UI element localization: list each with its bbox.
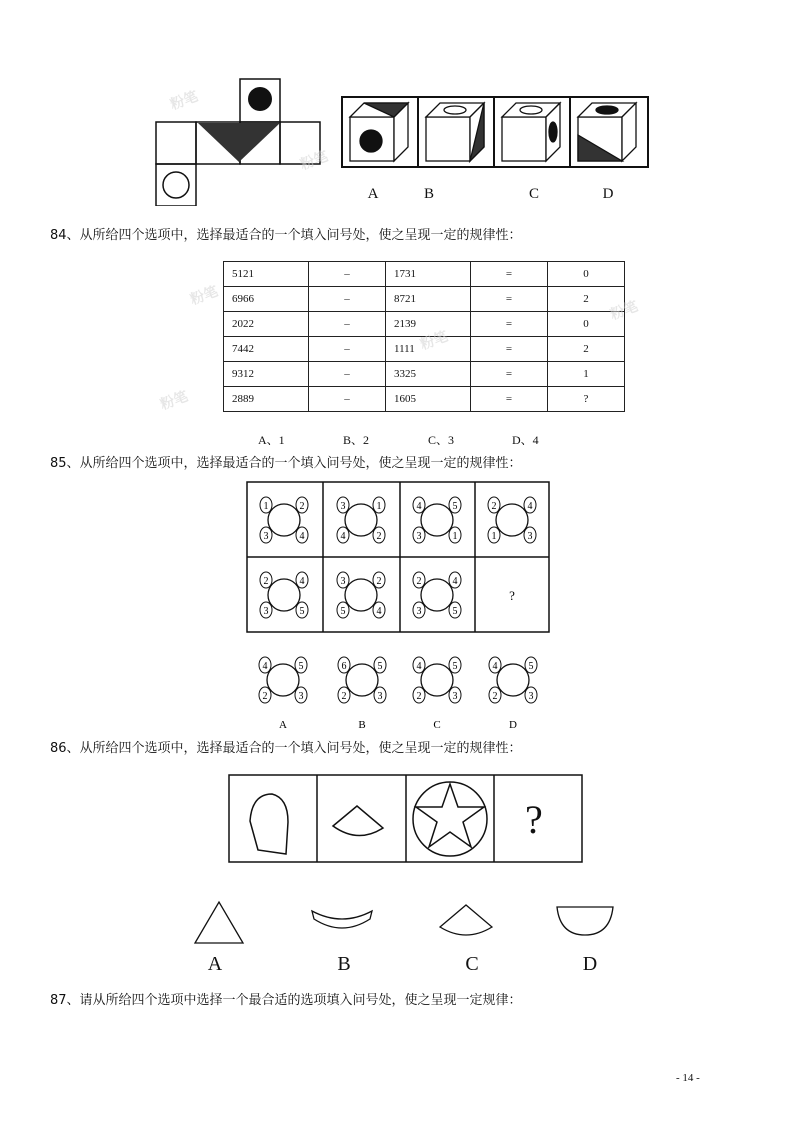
star-shape [416,784,484,847]
watermark: 粉笔 [418,328,451,354]
cube-option-b [426,103,484,161]
triangle-option-a [195,902,243,943]
bubble-number: 4 [452,576,458,587]
q86-options [190,895,620,950]
bubble-number: 4 [299,531,305,542]
watermark: 粉笔 [168,88,201,114]
bubble-number: 3 [452,691,458,702]
center-circle [346,664,378,696]
bubble-number: 3 [527,531,533,542]
semicircle-option-d [557,907,613,935]
center-circle [268,504,300,536]
bubble-number: 3 [416,606,422,617]
center-circle [345,504,377,536]
q85-option-label: D [509,719,517,731]
bubble-number: 3 [377,691,383,702]
bubble-number: 3 [528,691,534,702]
q83-option-label-c: C [528,186,539,202]
bubble-number: 4 [527,501,533,512]
bubble-number: 5 [452,606,458,617]
table-cell: – [309,287,386,312]
q83-option-label-b: B [423,186,434,202]
bubble-number: 5 [298,661,304,672]
center-circle [421,664,453,696]
center-circle [421,579,453,611]
table-cell: – [309,262,386,287]
center-circle [421,504,453,536]
bubble-number: 1 [263,501,269,512]
bubble-number: 5 [340,606,346,617]
table-cell: 1 [548,362,625,387]
table-cell: 2 [548,337,625,362]
cube-option-c [502,103,560,161]
center-circle [345,579,377,611]
q84-prompt: 84、从所给四个选项中，选择最适合的一个填入问号处，使之呈现一定的规律性： [50,228,522,243]
bubble-number: 2 [492,691,498,702]
q84-option-d: D、4 [512,433,539,447]
bubble-number: 3 [340,501,346,512]
arch-shape [250,794,288,854]
watermark: 粉笔 [298,148,331,174]
q85-option [413,657,461,703]
bubble-number: 3 [298,691,304,702]
table-cell: 2 [548,287,625,312]
watermark: 粉笔 [188,283,221,309]
bubble-number: 5 [452,501,458,512]
grid-cell [488,497,536,543]
table-cell: = [471,312,548,337]
sector-option-c [440,905,492,935]
bubble-number: 2 [376,576,382,587]
table-row [224,387,625,412]
table-cell: – [309,337,386,362]
cube-option-a [350,103,408,161]
q87-prompt: 87、请从所给四个选项中选择一个最合适的选项填入问号处，使之呈现一定规律： [50,993,522,1008]
table-cell: 0 [548,312,625,337]
bubble-number: 5 [452,661,458,672]
q85-option-label: C [433,719,441,731]
q85-grid [247,482,549,632]
q85-option-label: A [279,719,287,731]
bubble-number: 1 [491,531,497,542]
table-cell: 3325 [386,362,471,387]
table-cell: = [471,387,548,412]
bubble-number: 4 [416,501,422,512]
table-cell: = [471,262,548,287]
table-cell: 5121 [224,262,309,287]
table-cell: 8721 [386,287,471,312]
q85-prompt: 85、从所给四个选项中，选择最适合的一个填入问号处，使之呈现一定的规律性： [50,456,522,471]
table-cell: – [309,387,386,412]
q86-question-mark: ? [525,797,543,842]
q86-option-label-c: C [465,953,479,975]
grid-cell [337,572,385,618]
q85-option-label: B [358,719,366,731]
center-circle [267,664,299,696]
table-cell: 2889 [224,387,309,412]
q86-option-label-d: D [582,953,598,975]
table-row [224,262,625,287]
q85-option [259,657,307,703]
table-cell: 2022 [224,312,309,337]
cube-option-d [578,103,636,161]
table-cell: = [471,337,548,362]
arc-option-b [312,911,372,928]
grid-cell [260,497,308,543]
table-row [224,362,625,387]
grid-cell [413,572,461,618]
q85-figure [245,480,555,735]
bubble-number: 4 [299,576,305,587]
bubble-number: 4 [416,661,422,672]
bubble-number: 2 [416,691,422,702]
grid-cell [337,497,385,543]
table-cell: = [471,287,548,312]
bubble-number: 3 [416,531,422,542]
bubble-number: 5 [528,661,534,672]
table-cell: 1111 [386,337,471,362]
table-cell: 7442 [224,337,309,362]
question-mark: ? [509,588,515,603]
bubble-number: 4 [340,531,346,542]
bubble-number: 2 [376,531,382,542]
bubble-number: 2 [263,576,269,587]
table-cell: 0 [548,262,625,287]
q83-option-label-a: A [367,186,379,202]
circle-shape [413,782,487,856]
bubble-number: 2 [416,576,422,587]
center-circle [268,579,300,611]
table-cell: 2139 [386,312,471,337]
bubble-number: 3 [263,606,269,617]
q83-option-label-d: D [602,186,614,202]
table-cell: – [309,362,386,387]
table-cell: 9312 [224,362,309,387]
bubble-number: 1 [452,531,458,542]
q86-prompt: 86、从所给四个选项中，选择最适合的一个填入问号处，使之呈现一定的规律性： [50,741,522,756]
bubble-number: 2 [491,501,497,512]
page-number: - 14 - [676,1072,700,1084]
bubble-number: 3 [340,576,346,587]
table-cell: 6966 [224,287,309,312]
q86-option-label-a: A [207,953,223,975]
q85-option [489,657,537,703]
table-cell: – [309,312,386,337]
q86-option-label-b: B [337,953,351,975]
center-circle [497,664,529,696]
bubble-number: 3 [263,531,269,542]
bubble-number: 1 [376,501,382,512]
grid-cell [260,572,308,618]
bubble-number: 4 [492,661,498,672]
bubble-number: 2 [341,691,347,702]
grid-cell [413,497,461,543]
sector-shape [333,806,383,836]
q84-option-a: A、1 [258,433,285,447]
table-cell: ? [548,387,625,412]
table-cell: = [471,362,548,387]
bubble-number: 2 [262,691,268,702]
q84-option-b: B、2 [343,433,370,447]
q85-option [338,657,386,703]
bubble-number: 4 [376,606,382,617]
bubble-number: 5 [299,606,305,617]
table-cell: 1731 [386,262,471,287]
watermark: 粉笔 [608,298,641,324]
q84-option-c: C、3 [428,433,455,447]
bubble-number: 2 [299,501,305,512]
center-circle [496,504,528,536]
bubble-number: 6 [341,661,347,672]
bubble-number: 4 [262,661,268,672]
bubble-number: 5 [377,661,383,672]
table-row [224,287,625,312]
table-cell: 1605 [386,387,471,412]
watermark: 粉笔 [158,388,191,414]
q83-options [340,95,650,170]
